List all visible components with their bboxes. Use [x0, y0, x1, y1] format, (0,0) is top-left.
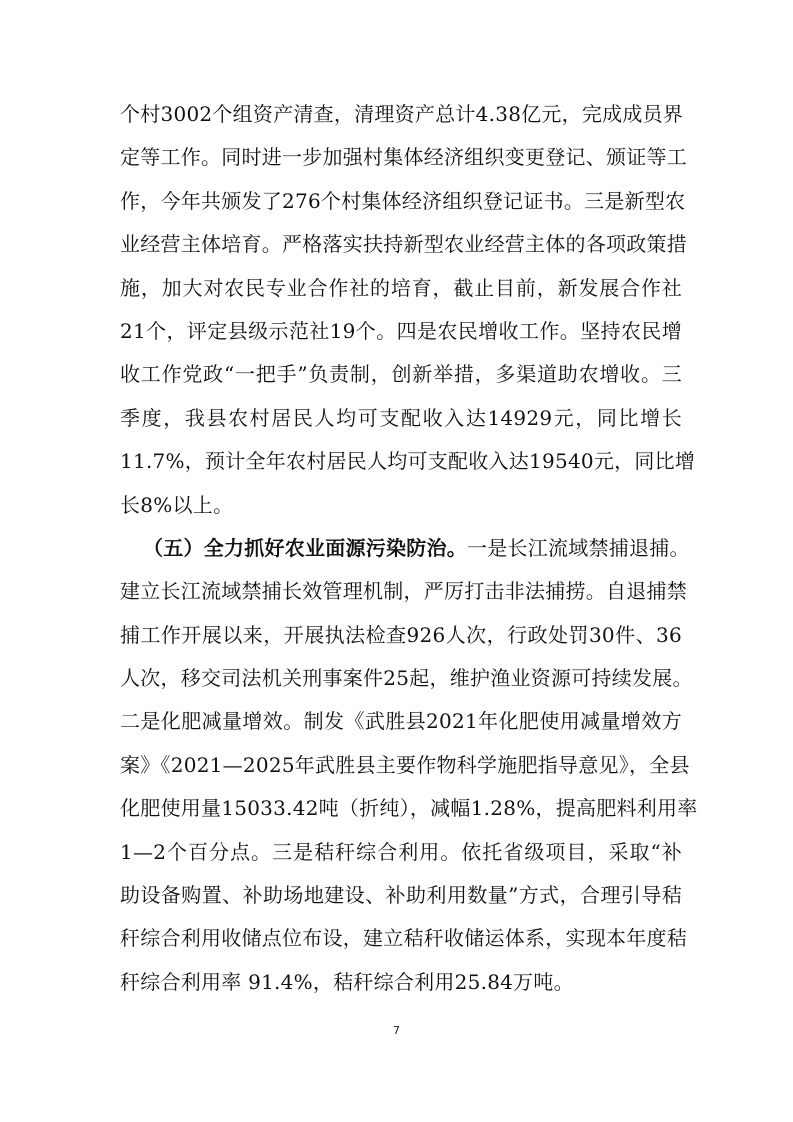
paragraph-line: 案》《2021—2025年武胜县主要作物科学施肥指导意见》，全县	[120, 752, 690, 777]
paragraph-line: 1—2个百分点。三是秸秆综合利用。依托省级项目，采取“补	[120, 839, 682, 864]
paragraph-line: 个村3002个组资产清查，清理资产总计4.38亿元，完成成员界	[120, 102, 684, 126]
section-heading-rest: 一是长江流域禁捕退捕。	[467, 535, 690, 560]
paragraph-line: 收工作党政“一把手”负责制，创新举措，多渠道助农增收。三	[120, 362, 682, 387]
paragraph-line: 二是化肥减量增效。制发《武胜县2021年化肥使用减量增效方	[120, 709, 682, 734]
paragraph-line: 定等工作。同时进一步加强村集体经济组织变更登记、颁证等工	[120, 145, 687, 170]
paragraph-line: 化肥使用量15033.42吨（折纯），减幅1.28%，提高肥料利用率	[120, 796, 698, 821]
paragraph-line: 21个，评定县级示范社19个。四是农民增收工作。坚持农民增	[120, 318, 682, 343]
paragraph-line: 季度，我县农村居民人均可支配收入达14929元，同比增长	[120, 405, 682, 430]
paragraph-line: 秆综合利用率 91.4%，秸秆综合利用25.84万吨。	[120, 969, 574, 994]
paragraph-line: 助设备购置、补助场地建设、补助利用数量”方式，合理引导秸	[120, 883, 682, 908]
page-number: 7	[393, 1024, 400, 1037]
paragraph-line: 捕工作开展以来，开展执法检查926人次，行政处罚30件、36	[120, 622, 682, 647]
body-text	[120, 93, 698, 1004]
paragraph-line: 施，加大对农民专业合作社的培育，截止目前，新发展合作社	[120, 275, 682, 300]
section-heading: （五）全力抓好农业面源污染防治。	[143, 535, 467, 560]
paragraph-line: 建立长江流域禁捕长效管理机制，严厉打击非法捕捞。自退捕禁	[120, 579, 687, 604]
paragraph-line: 人次，移交司法机关刑事案件25起，维护渔业资源可持续发展。	[120, 666, 693, 691]
paragraph-line: 秆综合利用收储点位布设，建立秸秆收储运体系，实现本年度秸	[120, 926, 687, 951]
paragraph-line: 作，今年共颁发了276个村集体经济组织登记证书。三是新型农	[120, 188, 686, 213]
paragraph-line: 长8%以上。	[120, 492, 234, 517]
paragraph-line: 11.7%，预计全年农村居民人均可支配收入达19540元，同比增	[120, 449, 696, 474]
section-heading-line	[120, 527, 690, 570]
paragraph-line: 业经营主体培育。严格落实扶持新型农业经营主体的各项政策措	[120, 232, 687, 257]
